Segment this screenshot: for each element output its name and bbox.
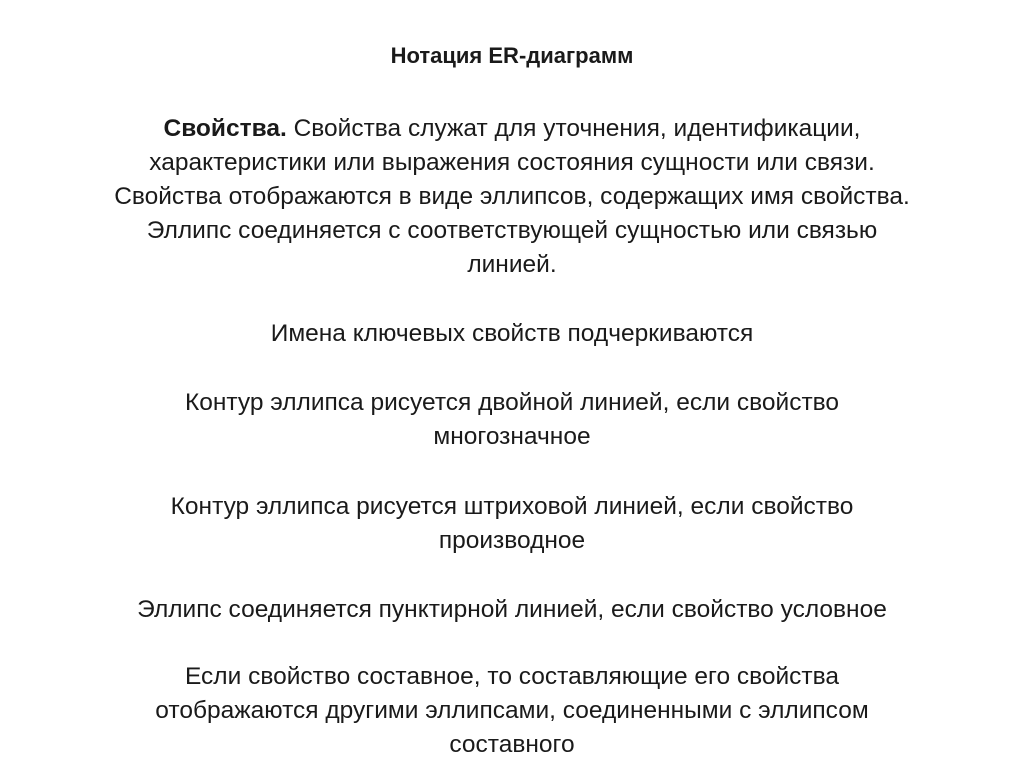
- definition-line-2: характеристики или выражения состояния сущности или связи.: [149, 149, 875, 176]
- definition-line-3: Свойства отображаются в виде эллипсов, содержащих имя свойства.: [114, 183, 910, 210]
- rule-line: Контур эллипса рисуется штриховой линией, если свойство: [170, 493, 854, 520]
- rule-line: Эллипс соединяется пунктирной линией, если свойство условное: [137, 596, 887, 623]
- definition-line-1-text: Свойства служат для уточнения, идентификации,: [286, 115, 861, 142]
- slide-title: Нотация ER-диаграмм: [390, 43, 634, 68]
- definition-line-5: линией.: [467, 251, 557, 278]
- rule-line: многозначное: [433, 423, 591, 450]
- rule-line: отображаются другими эллипсами, соединенными с эллипсом: [155, 697, 869, 724]
- properties-definition: [40, 112, 984, 282]
- rule-conditional: [40, 593, 984, 627]
- rule-line: Имена ключевых свойств подчеркиваются: [270, 320, 754, 347]
- rule-composite: [40, 660, 984, 762]
- rule-line: Контур эллипса рисуется двойной линией, если свойство: [184, 389, 840, 416]
- rule-line: составного: [449, 731, 575, 758]
- definition-line-4: Эллипс соединяется с соответствующей сущностью или связью: [146, 217, 878, 244]
- rule-key-properties: [40, 317, 984, 351]
- rule-line: Если свойство составное, то составляющие его свойства: [184, 663, 840, 690]
- slide: [40, 0, 984, 768]
- rule-multivalued: [40, 386, 984, 454]
- definition-line-1: [40, 112, 984, 146]
- rule-derived: [40, 490, 984, 558]
- rule-line: производное: [438, 527, 586, 554]
- definition-lead: Свойства.: [163, 115, 287, 142]
